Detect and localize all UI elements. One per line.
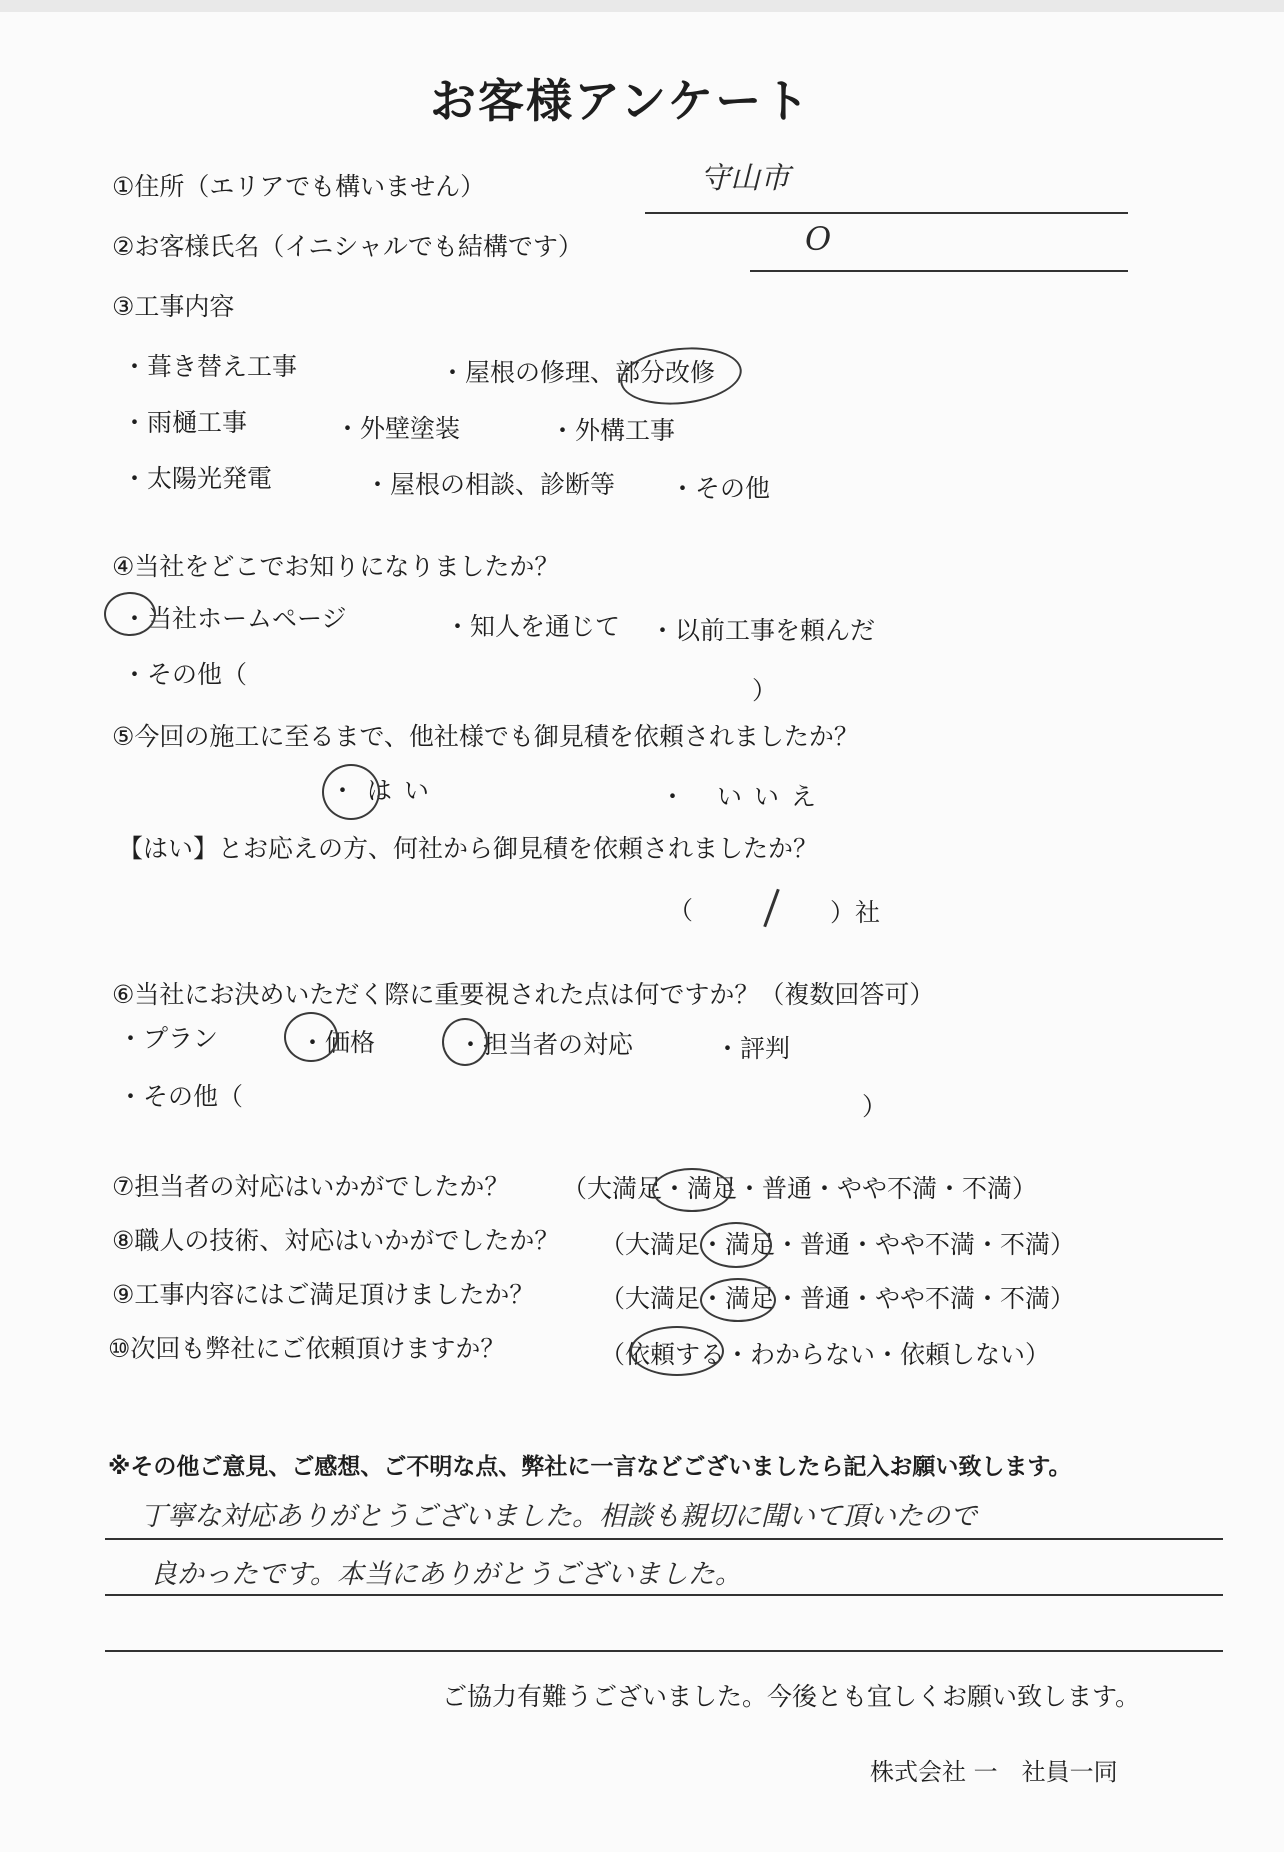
- q1-answer-line: [645, 212, 1128, 214]
- q2-answer: O: [805, 220, 832, 258]
- q9-satisfied-circle: [700, 1278, 776, 1322]
- q3-option-reroofing: ・葺き替え工事: [122, 352, 298, 381]
- q7-satisfied-circle: [652, 1168, 732, 1212]
- q5-count-slash: [763, 889, 779, 928]
- q6-price-circle: [284, 1012, 338, 1062]
- q4-other: ・その他（: [122, 660, 248, 689]
- q6-other-close: ）: [862, 1092, 888, 1121]
- q4-option-previous: ・以前工事を頼んだ: [650, 616, 876, 645]
- q10-request-circle: [630, 1326, 724, 1376]
- q10-label: ⑩次回も弊社にご依頼頂けますか？: [108, 1334, 506, 1363]
- q1-label: ①住所（エリアでも構いません）: [112, 172, 486, 201]
- q6-option-staff: ・担当者の対応: [458, 1030, 634, 1059]
- q4-label: ④当社をどこでお知りになりましたか？: [112, 552, 560, 581]
- q6-other: ・その他（: [118, 1082, 244, 1111]
- signature: 株式会社 一 社員一同: [870, 1758, 1118, 1786]
- q10-scale: （依頼する・わからない・依頼しない）: [600, 1340, 1051, 1369]
- q2-answer-line: [750, 270, 1128, 272]
- q8-scale: （大満足・満足・普通・やや不満・不満）: [600, 1230, 1076, 1259]
- thanks-message: ご協力有難うございました。今後とも宜しくお願い致します。: [442, 1682, 1141, 1711]
- q8-label: ⑧職人の技術、対応はいかがでしたか？: [112, 1226, 560, 1255]
- q6-option-reputation: ・評判: [715, 1034, 791, 1063]
- comments-rule-3: [105, 1650, 1223, 1652]
- q5-followup: 【はい】とお応えの方、何社から御見積を依頼されましたか？: [118, 834, 819, 863]
- q3-option-roof-consult: ・屋根の相談、診断等: [365, 470, 616, 499]
- q7-scale: （大満足・満足・普通・やや不満・不満）: [562, 1174, 1038, 1203]
- q5-count-open: （: [668, 896, 694, 925]
- comments-label: ※その他ご意見、ご感想、ご不明な点、弊社に一言などございましたら記入お願い致します。: [108, 1454, 1072, 1480]
- q8-satisfied-circle: [700, 1222, 772, 1268]
- q6-option-plan: ・プラン: [118, 1024, 219, 1053]
- q4-option-homepage: ・当社ホームページ: [122, 604, 347, 633]
- q6-staff-circle: [442, 1018, 488, 1066]
- q9-label: ⑨工事内容にはご満足頂けましたか？: [112, 1280, 535, 1309]
- q6-option-price: ・価格: [300, 1028, 376, 1057]
- comments-line1: 丁寧な対応ありがとうございました。相談も親切に聞いて頂いたので: [140, 1501, 977, 1532]
- q5-count-close: ）社: [830, 898, 881, 927]
- q3-roof-repair-circle: [617, 342, 744, 410]
- q3-option-roof-repair: ・屋根の修理、部分改修: [440, 358, 716, 387]
- q3-option-gutter: ・雨樋工事: [122, 408, 248, 437]
- q5-yes-circle: [322, 764, 380, 820]
- q4-other-close: ）: [752, 676, 778, 705]
- q4-homepage-circle: [104, 592, 156, 636]
- q1-answer: 守山市: [700, 161, 790, 196]
- comments-rule-1: [105, 1538, 1223, 1540]
- comments-line2: 良かったです。本当にありがとうございました。: [150, 1559, 742, 1590]
- q4-option-acquaintance: ・知人を通じて: [445, 612, 621, 641]
- q5-yes: ・はい: [330, 776, 442, 805]
- comments-rule-2: [105, 1594, 1223, 1596]
- q5-label: ⑤今回の施工に至るまで、他社様でも御見積を依頼されましたか？: [112, 722, 859, 751]
- q3-label: ③工事内容: [112, 292, 235, 321]
- q9-scale: （大満足・満足・普通・やや不満・不満）: [600, 1284, 1076, 1313]
- q3-option-wall-paint: ・外壁塗装: [335, 414, 461, 443]
- q5-no: ・ いいえ: [660, 782, 828, 811]
- page-title: お客様アンケート: [430, 74, 812, 128]
- q2-label: ②お客様氏名（イニシャルでも結構です）: [112, 232, 583, 261]
- q3-option-other: ・その他: [670, 474, 771, 503]
- q3-option-solar: ・太陽光発電: [122, 464, 273, 493]
- q6-label: ⑥当社にお決めいただく際に重要視された点は何ですか？（複数回答可）: [112, 980, 935, 1009]
- q3-option-exterior: ・外構工事: [550, 416, 676, 445]
- q7-label: ⑦担当者の対応はいかがでしたか？: [112, 1172, 510, 1201]
- survey-sheet: [0, 12, 1284, 1852]
